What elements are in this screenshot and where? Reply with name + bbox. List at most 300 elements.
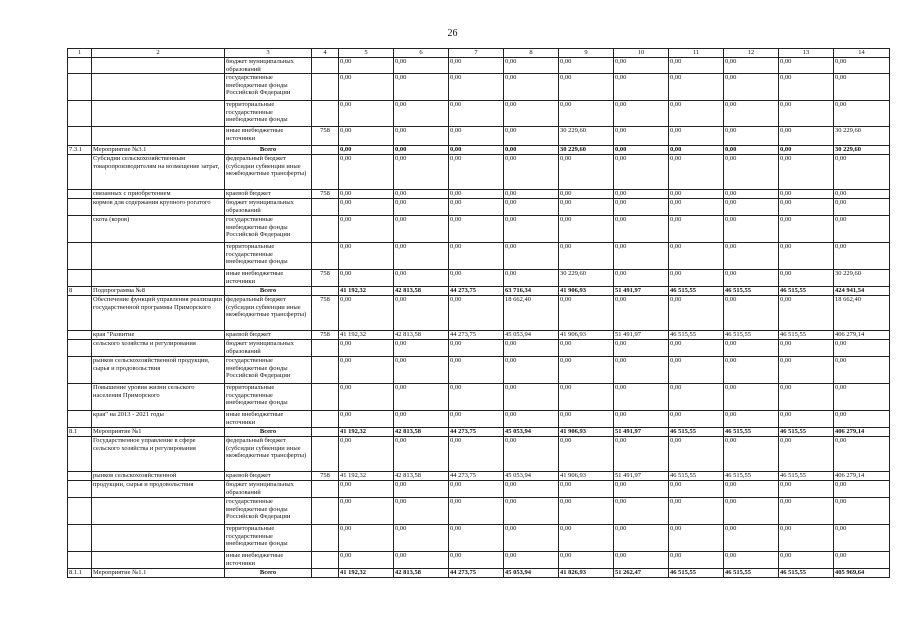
table-cell: 41 192,32 [339,569,394,578]
table-cell: 0,00 [669,190,724,199]
header-cell: 6 [394,49,449,58]
table-cell [312,101,339,127]
table-cell: 0,00 [339,411,394,428]
table-cell: 0,00 [559,525,614,552]
table-cell [312,74,339,101]
table-cell: 0,00 [614,384,669,411]
table-cell: 0,00 [614,411,669,428]
table-cell: 0,00 [559,199,614,216]
table-cell: 0,00 [449,146,504,155]
table-cell: 0,00 [669,437,724,472]
table-cell: 0,00 [339,525,394,552]
table-cell: 0,00 [449,552,504,569]
table-cell: 0,00 [449,101,504,127]
table-cell: 46 515,55 [669,428,724,437]
table-cell: края" на 2013 - 2021 годы [92,411,225,428]
table-cell: 406 279,14 [834,331,890,340]
header-cell: 3 [225,49,312,58]
table-cell: территориальные государственные внебюджетные фонды [225,525,312,552]
table-cell: 0,00 [559,357,614,384]
table-cell: 46 515,55 [669,331,724,340]
table-cell: 42 813,58 [394,287,449,296]
table-cell: 0,00 [339,296,394,331]
table-cell: 0,00 [779,411,834,428]
table-cell: 0,00 [834,411,890,428]
table-cell: 30 229,60 [834,127,890,146]
table-row [68,498,890,525]
header-cell: 7 [449,49,504,58]
table-cell: 0,00 [669,357,724,384]
table-cell: 0,00 [834,74,890,101]
table-cell: 0,00 [779,74,834,101]
table-cell: 0,00 [724,127,779,146]
table-cell: продукции, сырья и продовольствия [92,481,225,498]
table-cell: 0,00 [669,74,724,101]
table-cell [68,384,92,411]
table-cell [68,243,92,270]
table-cell: Всего [225,146,312,155]
table-cell: 0,00 [504,146,559,155]
table-cell: 0,00 [394,357,449,384]
table-cell: 44 273,75 [449,569,504,578]
table-cell: 44 273,75 [449,472,504,481]
table-row [68,481,890,498]
table-cell: территориальные государственные внебюджетные фонды [225,101,312,127]
header-row [68,49,890,58]
table-cell: 0,00 [449,340,504,357]
header-cell: 2 [92,49,225,58]
table-cell: 42 813,58 [394,472,449,481]
table-cell: 0,00 [669,127,724,146]
table-cell [68,525,92,552]
table-cell: 0,00 [394,437,449,472]
table-cell: 0,00 [504,58,559,74]
budget-table [67,48,890,578]
header-cell: 14 [834,49,890,58]
table-cell: 0,00 [394,58,449,74]
table-cell: 0,00 [339,127,394,146]
table-cell: 0,00 [394,481,449,498]
table-cell: 0,00 [339,384,394,411]
table-row [68,472,890,481]
table-cell [312,287,339,296]
table-cell: 0,00 [504,243,559,270]
table-cell [312,411,339,428]
table-cell: Субсидии сельскохозяйственным товаропроизводителям на возмещение затрат, [92,155,225,190]
table-cell: 0,00 [504,357,559,384]
table-row [68,101,890,127]
table-row [68,411,890,428]
table-cell: бюджет муниципальных образований [225,340,312,357]
table-cell: 0,00 [559,190,614,199]
table-cell: 0,00 [559,74,614,101]
header-cell: 12 [724,49,779,58]
table-cell: 0,00 [339,357,394,384]
table-cell: 0,00 [614,552,669,569]
table-cell: 46 515,55 [724,428,779,437]
table-cell: 758 [312,472,339,481]
table-cell: 0,00 [504,216,559,243]
table-cell: 0,00 [449,58,504,74]
table-cell: 0,00 [614,101,669,127]
table-cell [68,296,92,331]
table-cell: 0,00 [834,498,890,525]
table-cell: 0,00 [779,384,834,411]
table-cell: 0,00 [834,357,890,384]
table-cell: 0,00 [504,552,559,569]
table-cell: 0,00 [724,199,779,216]
table-cell: 45 053,94 [504,569,559,578]
table-cell: 46 515,55 [779,331,834,340]
table-cell: 0,00 [449,216,504,243]
table-row [68,552,890,569]
table-cell [312,552,339,569]
table-cell: 0,00 [394,155,449,190]
table-row [68,155,890,190]
table-cell: 0,00 [614,498,669,525]
table-cell: 0,00 [669,525,724,552]
table-cell: 0,00 [559,411,614,428]
table-cell: 0,00 [724,190,779,199]
table-cell: 0,00 [614,340,669,357]
table-row [68,216,890,243]
table-cell: 0,00 [394,296,449,331]
table-cell: 0,00 [559,384,614,411]
table-row [68,270,890,287]
table-cell [312,357,339,384]
table-cell: 0,00 [834,481,890,498]
table-cell: 0,00 [669,101,724,127]
table-cell: Мероприятие №1 [92,428,225,437]
table-cell: 0,00 [724,296,779,331]
table-cell: 0,00 [394,411,449,428]
table-cell: 0,00 [669,199,724,216]
table-cell [68,498,92,525]
table-cell: 0,00 [339,552,394,569]
table-cell: 0,00 [669,552,724,569]
table-cell: 0,00 [779,58,834,74]
table-cell [92,74,225,101]
table-cell: 45 053,94 [504,428,559,437]
table-cell: 0,00 [449,155,504,190]
table-cell: 0,00 [669,216,724,243]
table-cell [312,498,339,525]
table-row [68,243,890,270]
table-cell: скота (коров) [92,216,225,243]
table-cell: 0,00 [559,243,614,270]
table-cell [68,270,92,287]
table-cell: 0,00 [559,498,614,525]
table-cell [312,58,339,74]
table-cell [312,481,339,498]
table-cell: 0,00 [449,481,504,498]
table-cell: территориальные государственные внебюджетные фонды [225,243,312,270]
table-cell: государственные внебюджетные фонды Российской Федерации [225,74,312,101]
table-cell: федеральный бюджет (субсидии субвенции иные межбюджетные трансферты) [225,437,312,472]
table-cell: 0,00 [394,270,449,287]
table-cell: 0,00 [834,190,890,199]
table-cell: 0,00 [779,199,834,216]
table-cell: 0,00 [339,190,394,199]
table-cell: 46 515,55 [669,472,724,481]
table-cell: 0,00 [339,199,394,216]
table-cell: 0,00 [504,270,559,287]
table-cell: 0,00 [449,296,504,331]
table-cell: 0,00 [559,437,614,472]
table-cell [68,357,92,384]
table-cell: Всего [225,428,312,437]
table-cell: 0,00 [449,190,504,199]
table-cell: 0,00 [614,481,669,498]
table-cell: 0,00 [779,340,834,357]
table-cell: 0,00 [504,127,559,146]
table-cell [68,190,92,199]
header-cell: 4 [312,49,339,58]
table-cell: 0,00 [779,101,834,127]
table-cell: государственные внебюджетные фонды Российской Федерации [225,216,312,243]
table-cell: 42 813,58 [394,331,449,340]
table-cell: 41 192,32 [339,287,394,296]
table-cell: 0,00 [504,74,559,101]
header-cell: 11 [669,49,724,58]
table-row [68,127,890,146]
table-row [68,296,890,331]
table-cell [312,384,339,411]
table-cell: 0,00 [834,340,890,357]
table-cell: 0,00 [614,58,669,74]
table-cell [92,270,225,287]
table-cell: 0,00 [724,481,779,498]
table-cell: 0,00 [339,481,394,498]
table-cell [68,155,92,190]
table-cell: 8 [68,287,92,296]
table-cell: 0,00 [669,340,724,357]
table-cell: 8.1 [68,428,92,437]
table-cell: 0,00 [449,384,504,411]
table-cell: 46 515,55 [724,331,779,340]
table-cell [312,199,339,216]
table-cell: 44 273,75 [449,331,504,340]
table-cell: 0,00 [394,552,449,569]
header-cell: 1 [68,49,92,58]
table-cell: 0,00 [779,216,834,243]
table-cell: 0,00 [394,498,449,525]
table-cell: 0,00 [339,243,394,270]
table-cell: 0,00 [724,411,779,428]
table-cell: 0,00 [449,74,504,101]
table-cell: 45 053,94 [504,331,559,340]
table-cell: 0,00 [339,74,394,101]
page-number: 26 [447,28,458,39]
table-cell: сельского хозяйства и регулирования [92,340,225,357]
table-cell: 46 515,55 [669,569,724,578]
table-cell [68,58,92,74]
table-cell: 0,00 [724,243,779,270]
table-cell: 51 491,97 [614,472,669,481]
table-cell: Мероприятие №3.1 [92,146,225,155]
table-cell: 0,00 [394,340,449,357]
table-cell: 46 515,55 [724,569,779,578]
table-cell: 41 906,93 [559,331,614,340]
table-cell [68,101,92,127]
table-cell: 0,00 [834,384,890,411]
table-cell: 0,00 [724,58,779,74]
header-cell: 9 [559,49,614,58]
table-cell: 46 515,55 [779,569,834,578]
table-cell: 406 279,14 [834,472,890,481]
table-cell: 30 229,60 [559,270,614,287]
table-cell: бюджет муниципальных образований [225,58,312,74]
table-cell: 41 906,93 [559,472,614,481]
table-cell [312,146,339,155]
table-cell: 0,00 [724,340,779,357]
table-cell: 0,00 [339,340,394,357]
table-cell: территориальные государственные внебюджетные фонды [225,384,312,411]
table-row [68,525,890,552]
table-cell: 0,00 [669,146,724,155]
table-cell: 0,00 [724,146,779,155]
table-cell: 30 229,60 [559,146,614,155]
table-cell: 0,00 [669,155,724,190]
table-cell: рынков сельскохозяйственной [92,472,225,481]
table-cell: 30 229,60 [834,146,890,155]
table-cell: 46 515,55 [779,287,834,296]
table-cell: 0,00 [339,270,394,287]
table-cell: иные внебюджетные источники [225,127,312,146]
header-cell: 10 [614,49,669,58]
table-cell: иные внебюджетные источники [225,411,312,428]
table-cell: 0,00 [449,127,504,146]
table-cell [312,340,339,357]
table-cell: 0,00 [779,190,834,199]
table-cell: 0,00 [394,190,449,199]
table-cell: 0,00 [834,216,890,243]
table-row [68,331,890,340]
table-cell: 0,00 [614,74,669,101]
table-cell: Обеспечение функций управления реализации государственной программы Приморского [92,296,225,331]
table-cell [68,340,92,357]
header-cell: 5 [339,49,394,58]
table-cell: 758 [312,331,339,340]
table-cell: 0,00 [724,74,779,101]
table-cell: краевой бюджет [225,472,312,481]
table-cell: 0,00 [394,127,449,146]
table-cell [312,569,339,578]
table-cell: 0,00 [669,498,724,525]
table-cell [68,552,92,569]
table-cell: 0,00 [724,384,779,411]
table-cell: 0,00 [504,155,559,190]
table-cell: 0,00 [449,437,504,472]
table-cell: бюджет муниципальных образований [225,199,312,216]
table-cell: 0,00 [614,243,669,270]
table-cell: 0,00 [394,199,449,216]
table-cell: 0,00 [339,498,394,525]
table-cell: 46 515,55 [779,472,834,481]
table-cell: 0,00 [669,58,724,74]
table-cell: 0,00 [394,101,449,127]
table-cell: 46 515,55 [724,287,779,296]
table-cell: Мероприятие №1.1 [92,569,225,578]
table-cell: иные внебюджетные источники [225,552,312,569]
table-cell: 0,00 [504,411,559,428]
table-cell: 0,00 [669,384,724,411]
table-cell: 41 192,32 [339,472,394,481]
table-cell [92,498,225,525]
table-cell [68,437,92,472]
table-row [68,190,890,199]
table-cell: 30 229,60 [834,270,890,287]
table-cell: 0,00 [394,243,449,270]
table-cell: 0,00 [779,155,834,190]
table-cell [68,216,92,243]
table-cell: 0,00 [559,216,614,243]
table-cell: 0,00 [449,199,504,216]
table-cell: 0,00 [669,411,724,428]
table-cell: 0,00 [724,525,779,552]
table-cell: 424 941,54 [834,287,890,296]
table-cell: 0,00 [724,437,779,472]
table-cell [92,552,225,569]
table-cell [68,127,92,146]
table-row [68,287,890,296]
table-cell: 41 906,93 [559,428,614,437]
table-cell: 0,00 [394,384,449,411]
table-cell: 0,00 [834,58,890,74]
table-cell: Государственное управление в сфере сельского хозяйства и регулирования [92,437,225,472]
table-cell: 0,00 [559,296,614,331]
table-cell: краевой бюджет [225,190,312,199]
table-cell [92,243,225,270]
table-cell: 0,00 [779,357,834,384]
table-cell: 18 662,40 [834,296,890,331]
table-cell: 0,00 [559,552,614,569]
table-cell: 0,00 [834,525,890,552]
table-cell [92,58,225,74]
table-cell: 0,00 [779,437,834,472]
table-cell: 51 491,97 [614,287,669,296]
table-cell: кормов для содержания крупного рогатого [92,199,225,216]
table-cell: 0,00 [669,270,724,287]
table-cell: 0,00 [834,243,890,270]
table-cell [312,243,339,270]
table-cell [68,481,92,498]
table-cell [68,74,92,101]
table-cell: 0,00 [449,525,504,552]
table-cell [68,472,92,481]
table-cell: 0,00 [504,525,559,552]
table-cell: 0,00 [559,58,614,74]
table-cell: 44 273,75 [449,428,504,437]
table-cell: 0,00 [834,552,890,569]
table-cell: федеральный бюджет (субсидии субвенции иные межбюджетные трансферты) [225,296,312,331]
table-cell: 51 262,47 [614,569,669,578]
table-cell [312,437,339,472]
table-cell: 0,00 [724,216,779,243]
table-cell: 0,00 [614,127,669,146]
table-cell [92,127,225,146]
table-cell: государственные внебюджетные фонды Российской Федерации [225,498,312,525]
table-cell: 45 053,94 [504,472,559,481]
table-cell: рынков сельскохозяйственной продукции, сырья и продовольствия [92,357,225,384]
table-cell: 0,00 [669,243,724,270]
table-cell: 0,00 [614,357,669,384]
table-cell: 758 [312,296,339,331]
table-cell: 0,00 [339,216,394,243]
table-cell: 41 192,32 [339,428,394,437]
table-cell: 0,00 [834,155,890,190]
table-row [68,146,890,155]
